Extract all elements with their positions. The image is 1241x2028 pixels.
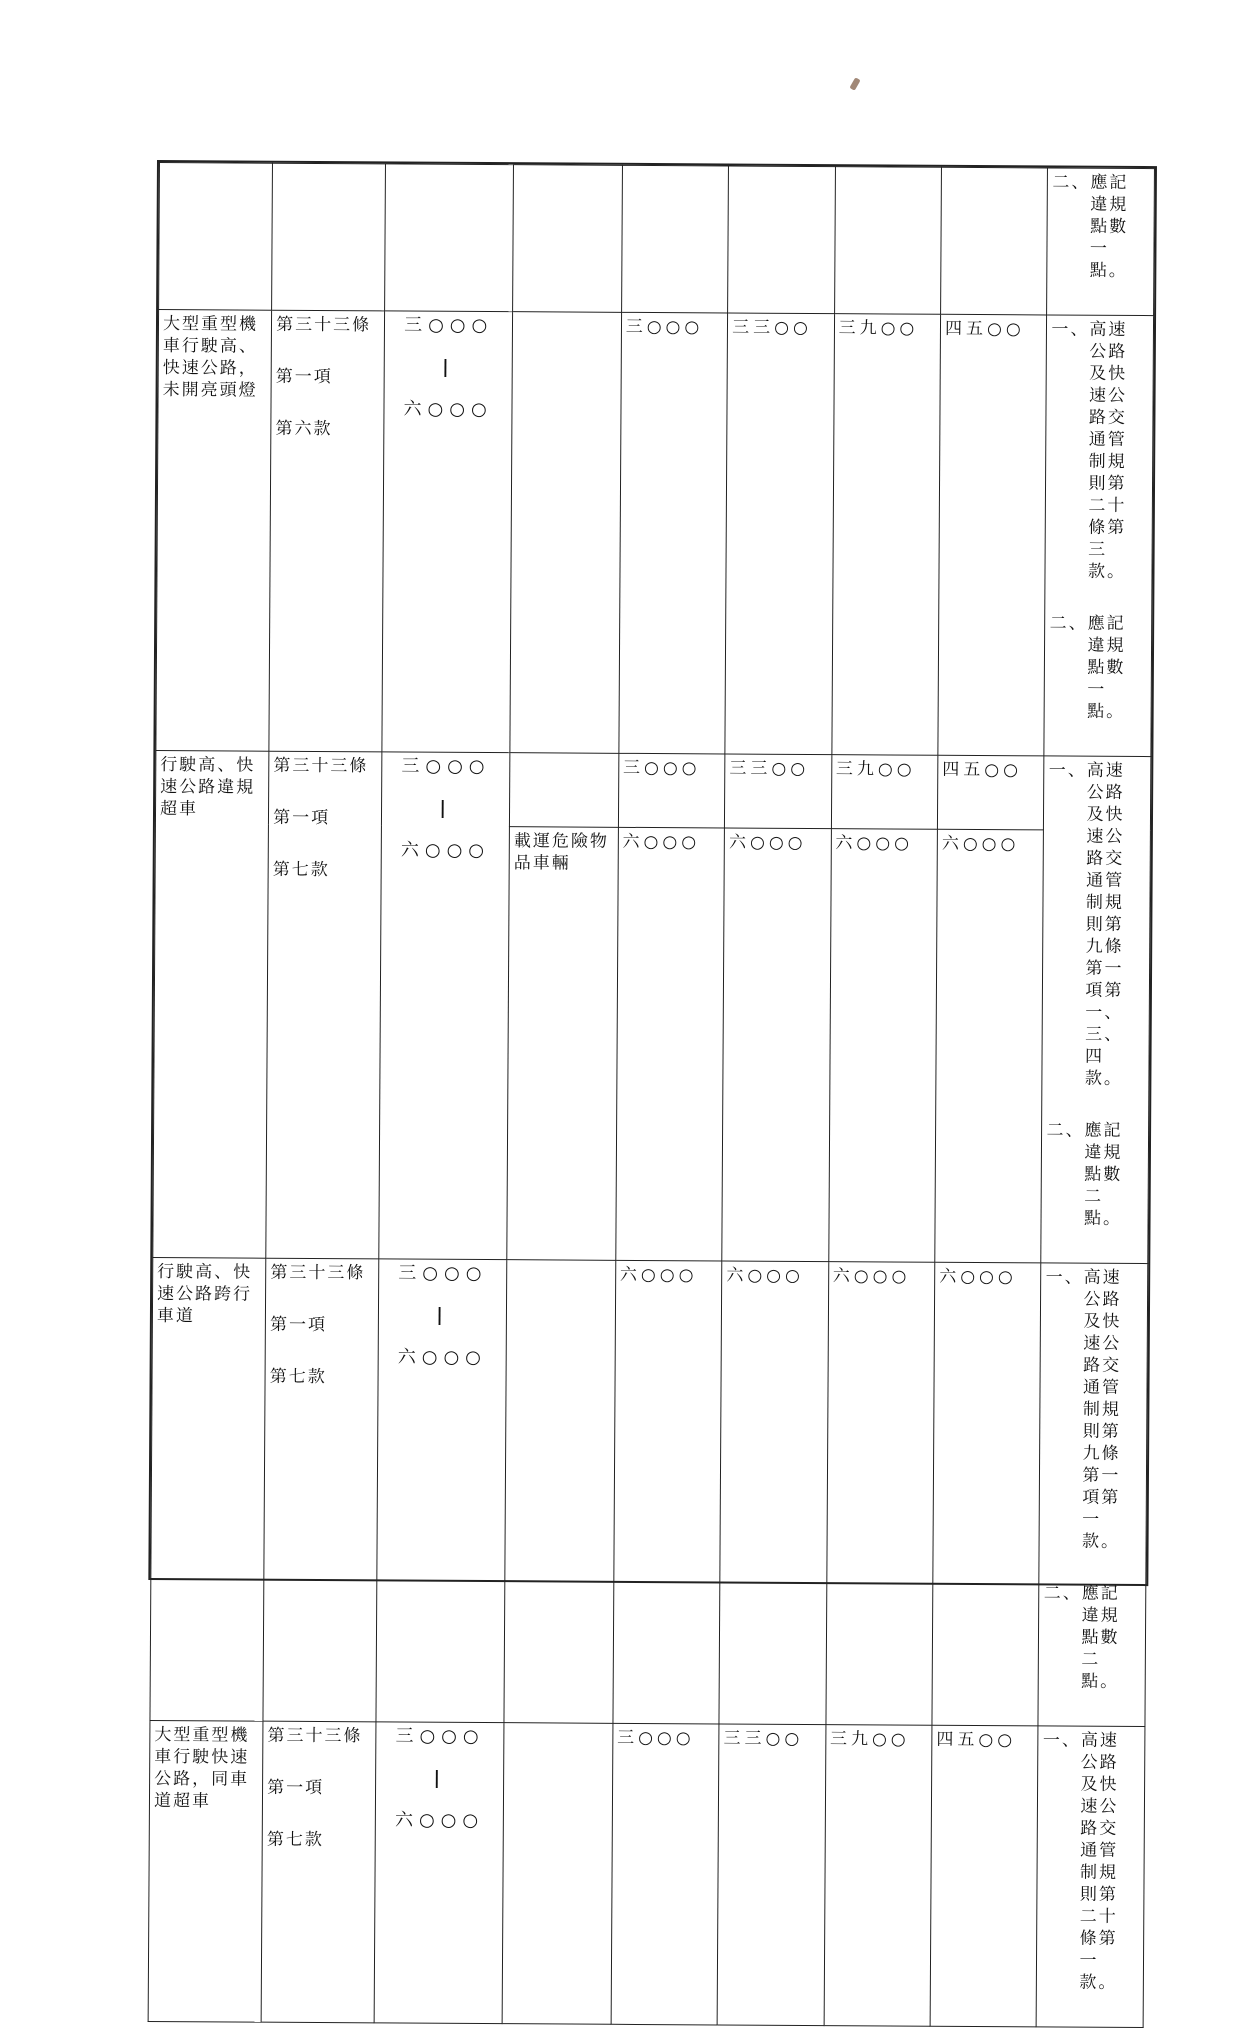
fee-cell: 三九○○: [831, 314, 940, 756]
fee-cell: 四五○○: [938, 314, 1047, 756]
law-subparagraph: 第七款: [269, 1366, 327, 1388]
fee-cell: 六○○○: [935, 829, 1044, 1263]
note-cell: [1044, 315, 1153, 757]
law-cell: [269, 310, 385, 752]
range-to: 六○○○: [397, 1346, 487, 1369]
fee-cell: 三三○○: [725, 313, 834, 755]
fee-cell: 三九○○: [831, 755, 938, 829]
fee-cell: 六○○○: [932, 1262, 1041, 1726]
range-cell: [382, 311, 512, 753]
fee-cell: 四五○○: [930, 1725, 1038, 2027]
law-cell: [272, 163, 386, 311]
note-item: 一、高速公路及快速公路交通管制規則第九條第一項第一款。: [1045, 1267, 1122, 1552]
law-paragraph: 第一項: [269, 1314, 328, 1336]
fee-cell: 三○○○: [618, 753, 725, 827]
fee-cell: 三○○○: [619, 312, 728, 754]
violation-cell: [159, 163, 273, 311]
fee-cell: 六○○○: [722, 828, 831, 1262]
vehicle-cell: [504, 1260, 616, 1724]
vehicle-cell: [509, 753, 618, 827]
vehicle-cell: 載運危險物品車輛: [507, 826, 618, 1260]
vehicle-cell: [502, 1723, 613, 2025]
law-cell: [263, 1258, 379, 1722]
note-item: 二、應記違規點數二點。: [1043, 1583, 1120, 1692]
fine-table: [148, 160, 1157, 1993]
law-paragraph: 第一項: [275, 366, 333, 388]
fee-cell: 六○○○: [828, 828, 937, 1262]
law-subparagraph: 第七款: [272, 859, 330, 881]
range-cell: [385, 164, 514, 312]
law-cell: [261, 1721, 376, 2023]
table-row: [148, 1720, 1145, 2027]
law-subparagraph: 第六款: [275, 418, 333, 440]
range-to: 六○○○: [403, 398, 493, 421]
note-item: 二、應記違規點數二點。: [1046, 1120, 1123, 1229]
table-row: [155, 751, 1150, 831]
fee-cell: 三三○○: [725, 754, 832, 828]
violation-cell: 行駛高、快速公路跨行車道: [150, 1257, 266, 1721]
violation-cell: 大型重型機車行駛高、快速公路，未開亮頭燈: [156, 310, 272, 752]
note-item: 二、應記違規點數一點。: [1049, 613, 1126, 722]
note-item: 一、高速公路及快速公路交通管制規則第九條第一項第一、三、四款。: [1048, 760, 1125, 1089]
range-from: 三○○○: [395, 1725, 485, 1748]
fee-cell: [834, 167, 941, 315]
range-dash: |: [436, 1304, 449, 1326]
law-cell: [266, 751, 382, 1259]
fee-cell: 六○○○: [826, 1262, 935, 1726]
law-paragraph: 第一項: [273, 807, 331, 829]
law-article: 第三十三條: [273, 755, 369, 777]
fee-cell: 六○○○: [613, 1260, 722, 1724]
fee-cell: [728, 166, 835, 314]
range-cell: [376, 1259, 507, 1723]
range-from: 三○○○: [398, 1262, 488, 1285]
range-from: 三○○○: [401, 755, 491, 778]
law-paragraph: 第一項: [267, 1777, 325, 1799]
range-dash: |: [439, 797, 453, 819]
vehicle-cell: [510, 312, 621, 754]
fee-cell: 三三○○: [717, 1724, 825, 2026]
fee-cell: [941, 167, 1048, 315]
scan-speck: [849, 77, 860, 90]
range-from: 三○○○: [404, 314, 494, 337]
range-cell: [379, 752, 510, 1260]
range-to: 六○○○: [394, 1809, 485, 1832]
note-cell: [1041, 756, 1151, 1264]
range-cell: [374, 1722, 504, 2024]
fee-cell: [621, 165, 728, 313]
note-cell: [1037, 1726, 1145, 2028]
note-item: 一、高速公路及快速公路交通管制規則第二十條第三款。: [1051, 319, 1128, 582]
range-dash: |: [442, 356, 455, 378]
fee-cell: 三○○○: [611, 1723, 719, 2025]
range-to: 六○○○: [400, 839, 491, 862]
law-article: 第三十三條: [267, 1725, 363, 1747]
range-dash: |: [433, 1767, 447, 1789]
law-article: 第三十三條: [270, 1262, 366, 1284]
fee-cell: 四五○○: [937, 755, 1044, 829]
note-item: 二、應記違規點數一點。: [1052, 172, 1129, 281]
law-subparagraph: 第七款: [266, 1829, 324, 1851]
fee-cell: 三九○○: [824, 1725, 932, 2027]
note-cell: [1038, 1263, 1147, 1727]
violation-cell: 行駛高、快速公路違規超車: [153, 751, 269, 1259]
table-row: [159, 163, 1155, 316]
note-item: 一、高速公路及快速公路交通管制規則第二十條第一款。: [1042, 1730, 1119, 1993]
law-article: 第三十三條: [276, 314, 372, 336]
violation-cell: 大型重型機車行駛快速公路，同車道超車: [148, 1720, 263, 2022]
table-row: [156, 310, 1154, 757]
fee-cell: 六○○○: [616, 827, 725, 1261]
note-cell: [1047, 168, 1154, 316]
vehicle-cell: [513, 165, 623, 313]
table-row: [150, 1257, 1148, 1726]
fee-cell: 六○○○: [719, 1261, 828, 1725]
